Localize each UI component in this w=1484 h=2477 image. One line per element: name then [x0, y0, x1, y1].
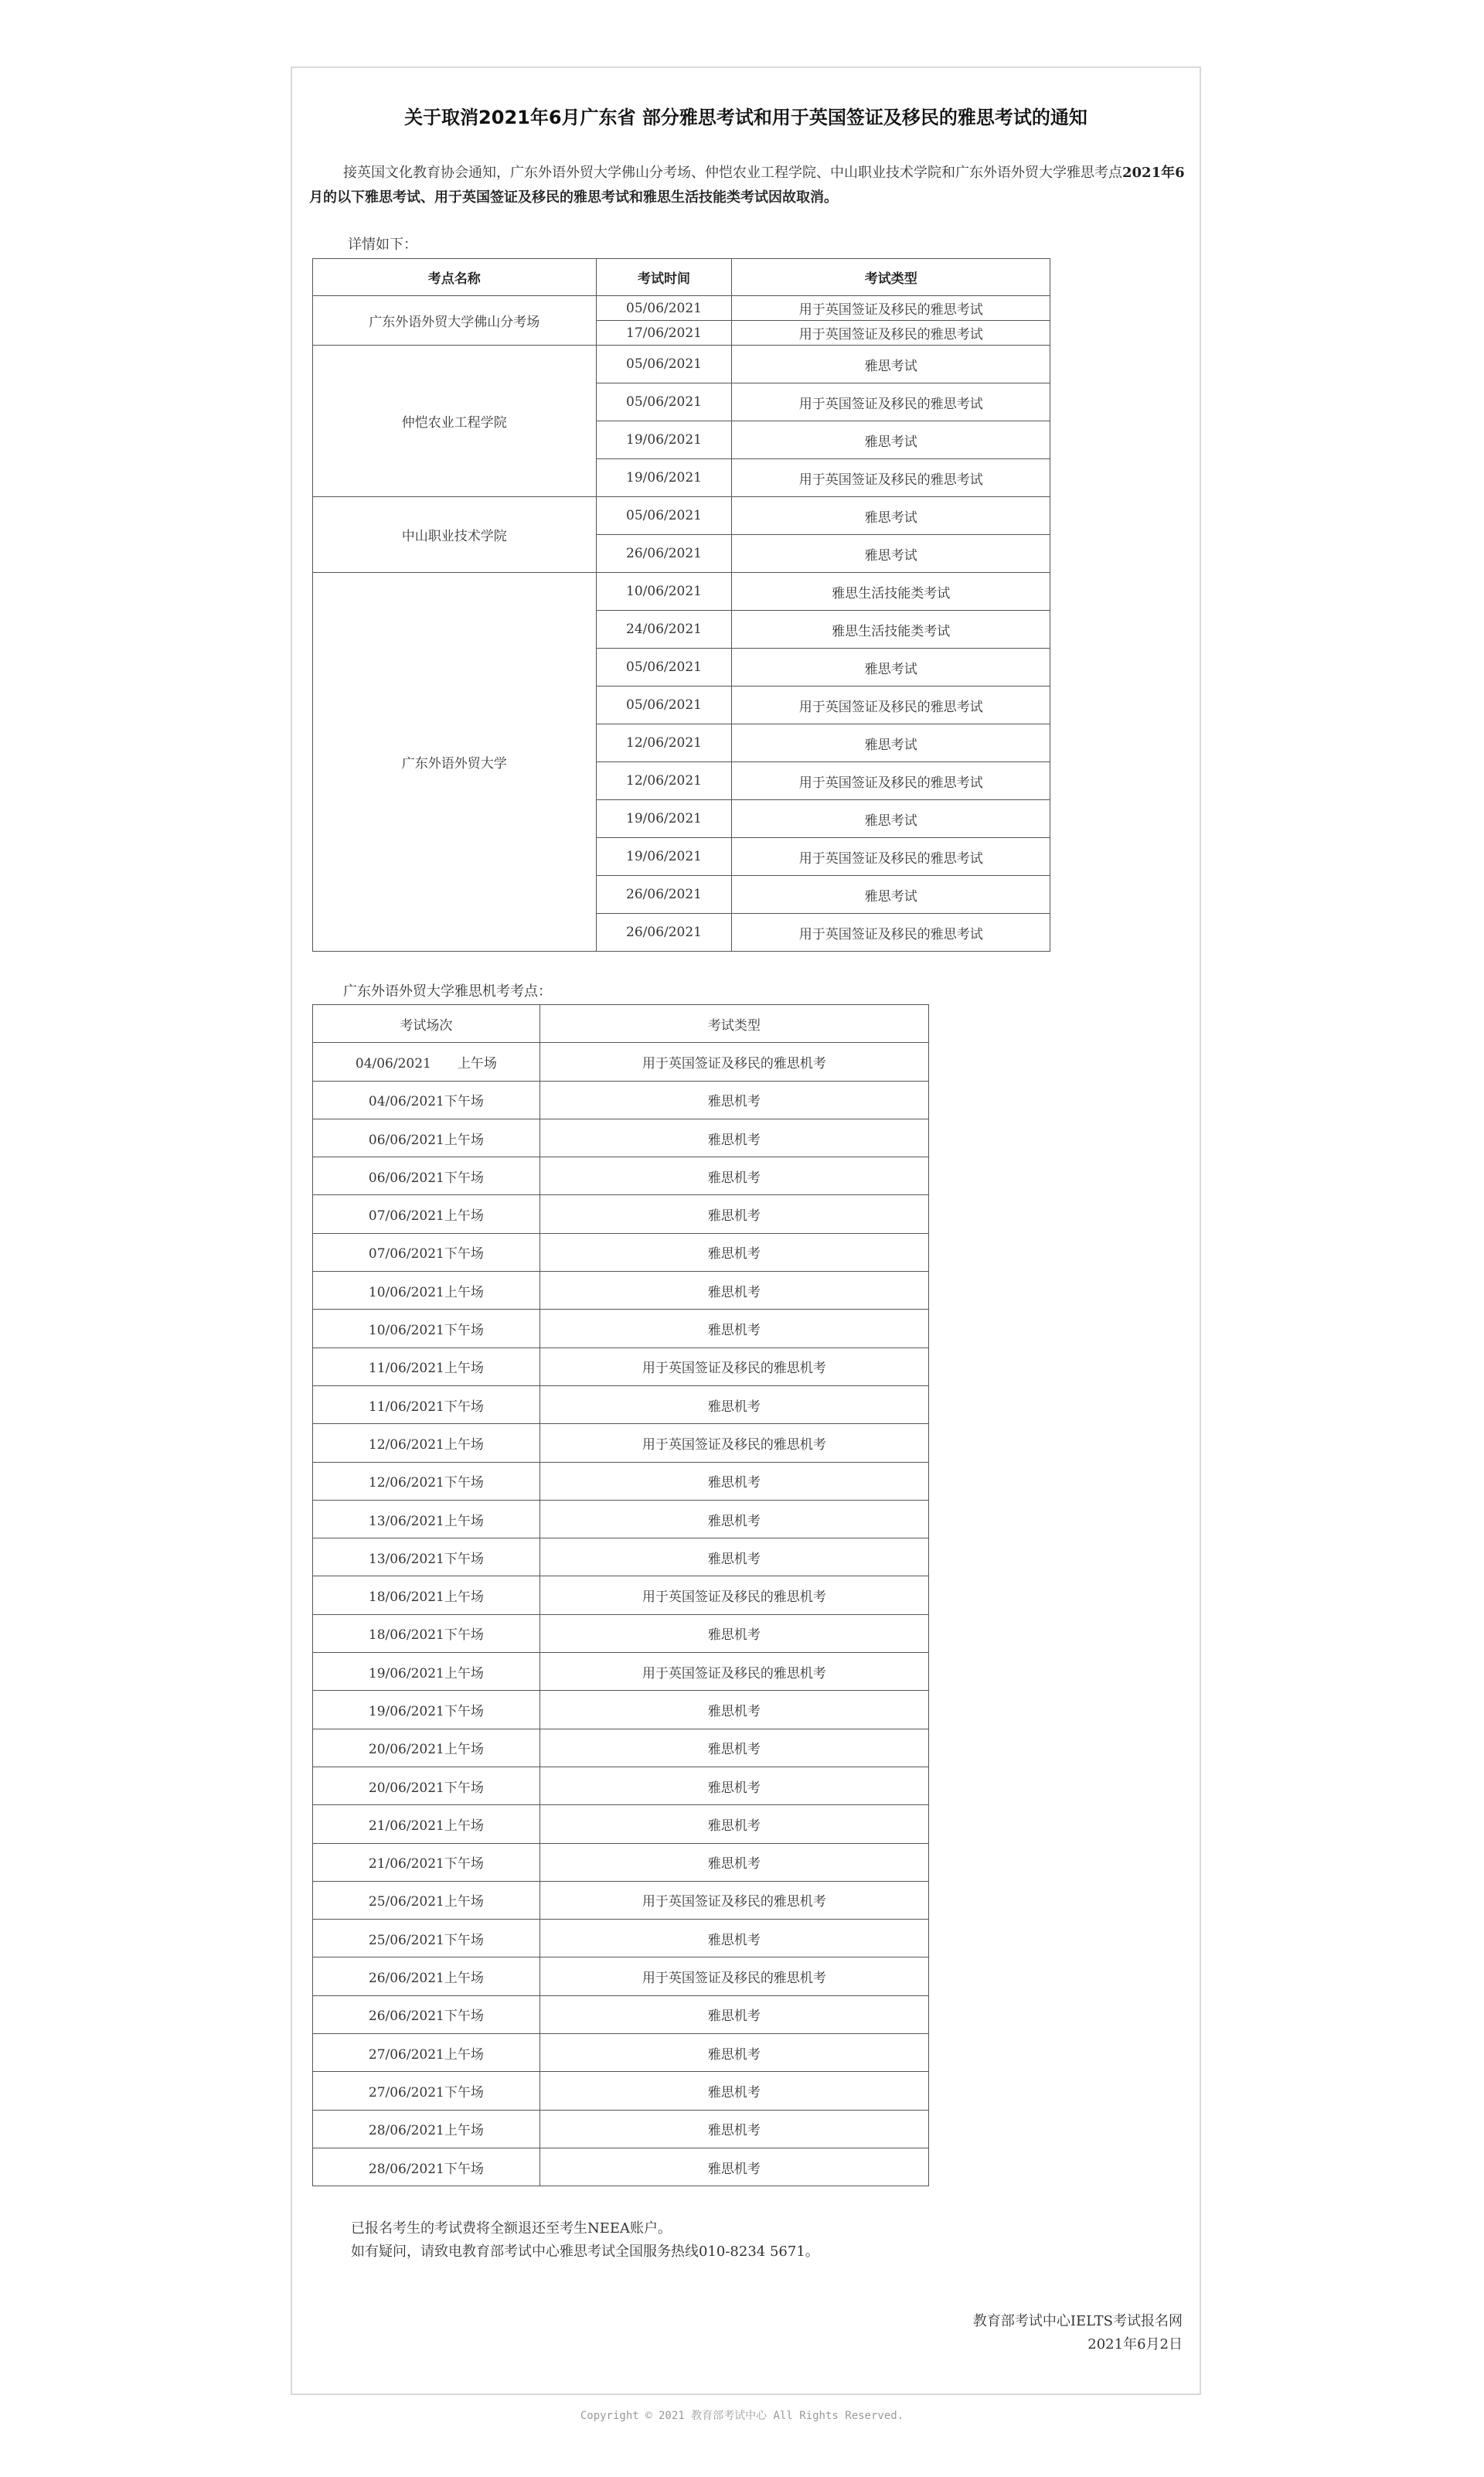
session-cell: 04/06/2021下午场	[313, 1081, 540, 1119]
exam-type-cell: 用于英国签证及移民的雅思机考	[539, 1424, 928, 1462]
venue-cell: 仲恺农业工程学院	[313, 346, 597, 497]
intro-bold-text: 2021年6月的以下雅思考试、用于英国签证及移民的雅思考试和雅思生活技能类考试因故取消。	[309, 165, 1185, 206]
table-row	[313, 1081, 929, 1119]
exam-type-cell: 用于英国签证及移民的雅思考试	[732, 383, 1050, 421]
date-cell: 05/06/2021	[596, 687, 732, 724]
exam-type-cell: 雅思机考	[539, 1157, 928, 1195]
date-cell: 05/06/2021	[596, 497, 732, 535]
exam-type-cell: 用于英国签证及移民的雅思考试	[732, 459, 1050, 497]
exam-type-cell: 用于英国签证及移民的雅思机考	[539, 1043, 928, 1081]
exam-type-cell: 用于英国签证及移民的雅思考试	[732, 321, 1050, 346]
exam-type-cell: 用于英国签证及移民的雅思考试	[732, 296, 1050, 321]
exam-type-cell: 雅思考试	[732, 649, 1050, 687]
exam-type-cell: 雅思机考	[539, 1310, 928, 1348]
date-cell: 05/06/2021	[596, 346, 732, 383]
exam-type-cell: 雅思考试	[732, 535, 1050, 573]
notice-title: 关于取消2021年6月广东省 部分雅思考试和用于英国签证及移民的雅思考试的通知	[404, 107, 1087, 128]
table-row	[313, 2034, 929, 2072]
session-header: 考试场次	[313, 1005, 540, 1043]
session-cell: 26/06/2021上午场	[313, 1957, 540, 1995]
exam-type-cell: 用于英国签证及移民的雅思机考	[539, 1881, 928, 1919]
table-row	[313, 1538, 929, 1576]
session-cell: 25/06/2021下午场	[313, 1920, 540, 1957]
exam-type-cell: 雅思考试	[732, 346, 1050, 383]
session-cell: 10/06/2021下午场	[313, 1310, 540, 1348]
date-cell: 12/06/2021	[596, 762, 732, 800]
session-cell: 27/06/2021下午场	[313, 2072, 540, 2110]
exam-type-cell: 雅思机考	[539, 1195, 928, 1233]
date-cell: 19/06/2021	[596, 421, 732, 459]
table-row	[313, 1957, 929, 1995]
table-row	[313, 1920, 929, 1957]
table-row	[313, 2148, 929, 2186]
venue-cell: 广东外语外贸大学	[313, 573, 597, 952]
exam-type-cell: 雅思机考	[539, 2148, 928, 2186]
table-row	[313, 1805, 929, 1843]
session-cell: 07/06/2021上午场	[313, 1195, 540, 1233]
table-row	[313, 1729, 929, 1767]
date-cell: 19/06/2021	[596, 800, 732, 838]
exam-type-cell: 雅思机考	[539, 1920, 928, 1957]
session-cell: 21/06/2021上午场	[313, 1805, 540, 1843]
type-header: 考试类型	[539, 1005, 928, 1043]
session-cell: 25/06/2021上午场	[313, 1881, 540, 1919]
exam-type-cell: 雅思考试	[732, 497, 1050, 535]
session-cell: 11/06/2021上午场	[313, 1348, 540, 1385]
table-row	[313, 1881, 929, 1919]
exam-type-cell: 雅思机考	[539, 1272, 928, 1310]
session-cell: 07/06/2021下午场	[313, 1233, 540, 1271]
date-cell: 12/06/2021	[596, 724, 732, 762]
exam-type-cell: 雅思机考	[539, 2072, 928, 2110]
session-cell: 20/06/2021下午场	[313, 1767, 540, 1804]
exam-type-cell: 雅思考试	[732, 800, 1050, 838]
exam-type-cell: 用于英国签证及移民的雅思考试	[732, 687, 1050, 724]
table-row	[313, 1043, 929, 1081]
exam-type-cell: 雅思机考	[539, 1500, 928, 1538]
table-row	[313, 1272, 929, 1310]
date-cell: 05/06/2021	[596, 383, 732, 421]
date-cell: 05/06/2021	[596, 649, 732, 687]
session-cell: 11/06/2021下午场	[313, 1385, 540, 1423]
table-row	[313, 1119, 929, 1157]
exam-type-cell: 雅思机考	[539, 2034, 928, 2072]
session-cell: 21/06/2021下午场	[313, 1843, 540, 1881]
session-cell: 18/06/2021下午场	[313, 1614, 540, 1652]
date-cell: 26/06/2021	[596, 914, 732, 952]
date-cell: 17/06/2021	[596, 321, 732, 346]
table-row	[313, 1653, 929, 1691]
exam-type-cell: 雅思考试	[732, 876, 1050, 914]
date-cell: 19/06/2021	[596, 459, 732, 497]
table-row	[313, 497, 1050, 535]
table-row	[313, 1614, 929, 1652]
type-header: 考试类型	[732, 259, 1050, 296]
exam-type-cell: 雅思机考	[539, 1538, 928, 1576]
table-row	[313, 296, 1050, 321]
venue-cell: 中山职业技术学院	[313, 497, 597, 573]
session-cell: 04/06/2021 上午场	[313, 1043, 540, 1081]
table-row	[313, 1767, 929, 1804]
session-cell: 18/06/2021上午场	[313, 1576, 540, 1614]
exam-type-cell: 雅思机考	[539, 1614, 928, 1652]
venue-header: 考点名称	[313, 259, 597, 296]
session-cell: 12/06/2021上午场	[313, 1424, 540, 1462]
session-cell: 10/06/2021上午场	[313, 1272, 540, 1310]
exam-type-cell: 雅思考试	[732, 421, 1050, 459]
exam-type-cell: 用于英国签证及移民的雅思机考	[539, 1348, 928, 1385]
date-cell: 24/06/2021	[596, 611, 732, 649]
exam-type-cell: 雅思机考	[539, 1462, 928, 1500]
exam-type-cell: 雅思机考	[539, 1385, 928, 1423]
session-cell: 19/06/2021下午场	[313, 1691, 540, 1729]
date-cell: 26/06/2021	[596, 876, 732, 914]
cbt-venue-label: 广东外语外贸大学雅思机考考点：	[343, 983, 552, 1000]
table-row	[313, 1348, 929, 1385]
exam-type-cell: 用于英国签证及移民的雅思机考	[539, 1653, 928, 1691]
notice-footer	[351, 2217, 819, 2264]
exam-type-cell: 雅思机考	[539, 1233, 928, 1271]
hotline-note: 如有疑问，请致电教育部考试中心雅思考试全国服务热线010-8234 5671。	[351, 2244, 819, 2260]
date-cell: 10/06/2021	[596, 573, 732, 611]
table-row	[313, 1424, 929, 1462]
exam-type-cell: 雅思机考	[539, 2110, 928, 2148]
table-row	[313, 573, 1050, 611]
table-header-row	[313, 1005, 929, 1043]
table-row	[313, 1310, 929, 1348]
exam-type-cell: 雅思生活技能类考试	[732, 611, 1050, 649]
table-row	[313, 2072, 929, 2110]
table-row	[313, 1462, 929, 1500]
exam-type-cell: 雅思生活技能类考试	[732, 573, 1050, 611]
exam-type-cell: 雅思机考	[539, 1119, 928, 1157]
exam-type-cell: 用于英国签证及移民的雅思机考	[539, 1957, 928, 1995]
exam-type-cell: 雅思机考	[539, 1995, 928, 2033]
refund-note: 已报名考生的考试费将全额退还至考生NEEA账户。	[351, 2220, 672, 2237]
session-cell: 13/06/2021下午场	[313, 1538, 540, 1576]
session-cell: 19/06/2021上午场	[313, 1653, 540, 1691]
cancelled-exams-table	[312, 258, 1050, 952]
exam-type-cell: 雅思机考	[539, 1843, 928, 1881]
session-cell: 26/06/2021下午场	[313, 1995, 540, 2033]
exam-type-cell: 雅思考试	[732, 724, 1050, 762]
session-cell: 06/06/2021上午场	[313, 1119, 540, 1157]
exam-type-cell: 用于英国签证及移民的雅思机考	[539, 1576, 928, 1614]
date-cell: 26/06/2021	[596, 535, 732, 573]
exam-type-cell: 用于英国签证及移民的雅思考试	[732, 838, 1050, 876]
table-row	[313, 1195, 929, 1233]
signature-org: 教育部考试中心IELTS考试报名网	[972, 2313, 1183, 2329]
session-cell: 06/06/2021下午场	[313, 1157, 540, 1195]
session-cell: 13/06/2021上午场	[313, 1500, 540, 1538]
notice-intro	[309, 161, 1186, 210]
venue-cell: 广东外语外贸大学佛山分考场	[313, 296, 597, 346]
date-cell: 19/06/2021	[596, 838, 732, 876]
copyright-text: Copyright © 2021 教育部考试中心 All Rights Reserved.	[580, 2410, 904, 2422]
signature	[973, 2310, 1183, 2356]
table-row	[313, 1157, 929, 1195]
notice-card	[291, 66, 1201, 2395]
table-row	[313, 1500, 929, 1538]
session-cell: 12/06/2021下午场	[313, 1462, 540, 1500]
date-header: 考试时间	[596, 259, 732, 296]
table-row	[313, 1385, 929, 1423]
table-header-row	[313, 259, 1050, 296]
session-cell: 27/06/2021上午场	[313, 2034, 540, 2072]
details-label: 详情如下：	[348, 237, 417, 253]
table-row	[313, 1995, 929, 2033]
session-cell: 28/06/2021下午场	[313, 2148, 540, 2186]
exam-type-cell: 雅思机考	[539, 1691, 928, 1729]
table-row	[313, 1691, 929, 1729]
exam-type-cell: 用于英国签证及移民的雅思考试	[732, 914, 1050, 952]
date-cell: 05/06/2021	[596, 296, 732, 321]
exam-type-cell: 用于英国签证及移民的雅思考试	[732, 762, 1050, 800]
table-row	[313, 1233, 929, 1271]
cbt-exams-table	[312, 1004, 929, 2186]
table-row	[313, 1576, 929, 1614]
exam-type-cell: 雅思机考	[539, 1805, 928, 1843]
intro-text: 接英国文化教育协会通知，广东外语外贸大学佛山分考场、仲恺农业工程学院、中山职业技术学院和广东外语外贸大学雅思考点	[343, 165, 1122, 181]
exam-type-cell: 雅思机考	[539, 1729, 928, 1767]
table-row	[313, 2110, 929, 2148]
exam-type-cell: 雅思机考	[539, 1081, 928, 1119]
signature-date: 2021年6月2日	[1087, 2336, 1183, 2353]
table-row	[313, 1843, 929, 1881]
exam-type-cell: 雅思机考	[539, 1767, 928, 1804]
session-cell: 28/06/2021上午场	[313, 2110, 540, 2148]
session-cell: 20/06/2021上午场	[313, 1729, 540, 1767]
table-row	[313, 346, 1050, 383]
